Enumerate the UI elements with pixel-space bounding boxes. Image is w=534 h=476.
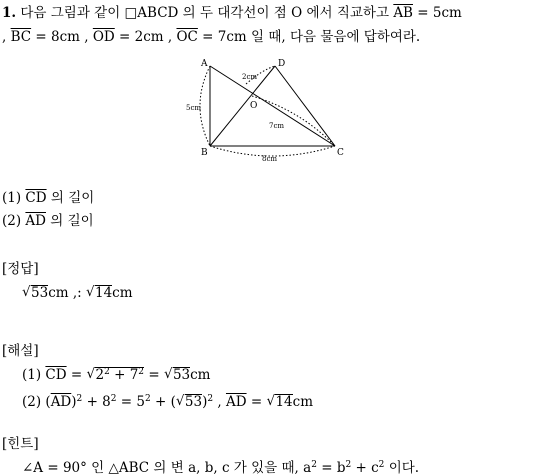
- radicand: 53: [31, 285, 49, 301]
- question-2: [2, 213, 94, 229]
- radicand: 14: [94, 285, 113, 301]
- sqrt-14: [266, 394, 292, 410]
- segment-ad: $\overline{AD}$: [225, 394, 247, 410]
- segment-bc-value: = 8cm ,: [31, 29, 93, 45]
- term: + (: [150, 394, 176, 410]
- segment-cd: $\overline{CD}$: [25, 190, 47, 206]
- explanation-line-1: [22, 367, 211, 383]
- radicand: 53: [184, 394, 203, 410]
- exponent: 2: [144, 394, 151, 404]
- term: + 8: [82, 394, 111, 410]
- label-a: A: [201, 59, 208, 69]
- arc-ab: [200, 66, 210, 146]
- exponent: 2: [378, 460, 385, 470]
- segment-bc: $\overline{BC}$: [10, 29, 32, 45]
- exponent: 2: [207, 394, 214, 404]
- answer-unit: cm: [112, 285, 133, 301]
- length-od: 2cm: [242, 73, 258, 81]
- explanation-line-2: [22, 394, 313, 410]
- segment-ab: $\overline{AB}$: [393, 5, 413, 21]
- term: = 5: [116, 394, 145, 410]
- question-text: 의 길이: [46, 213, 94, 229]
- problem-number: 1.: [2, 5, 17, 21]
- hint-header: [힌트]: [2, 436, 39, 452]
- question-number: (1): [2, 190, 26, 206]
- radicand: 14: [275, 394, 293, 410]
- hint-text: 이다.: [384, 460, 420, 476]
- radicand: [95, 367, 144, 382]
- label-d: D: [278, 59, 286, 69]
- question-number: (2): [2, 213, 26, 229]
- comma: ,: [2, 29, 11, 45]
- paren: ): [202, 394, 208, 410]
- segment-ad: $\overline{AD}$: [50, 394, 72, 410]
- comma: ,: [213, 394, 226, 410]
- label-c: C: [337, 148, 344, 158]
- answer-unit: cm ,:: [48, 285, 86, 301]
- segment-cd: $\overline{CD}$: [45, 367, 67, 383]
- length-ab: 5cm: [186, 104, 202, 112]
- sqrt-53: [164, 367, 190, 383]
- exponent: 2: [104, 367, 110, 377]
- length-bc: 8cm: [262, 155, 278, 163]
- term: + 7: [109, 367, 139, 383]
- diagonal-ac: [210, 66, 335, 146]
- hint-text: ∠A = 90° 인 △ABC 의 변 a, b, c 가 있을 때, a: [22, 460, 312, 476]
- segment-oc: $\overline{OC}$: [176, 29, 198, 45]
- sqrt-53: [22, 285, 48, 301]
- term: = b: [316, 460, 346, 476]
- segment-ad: $\overline{AD}$: [25, 213, 46, 229]
- sqrt-53: [176, 394, 202, 410]
- equals: =: [144, 367, 164, 383]
- exponent: 2: [345, 460, 352, 470]
- problem-text-1: 다음 그림과 같이 □ABCD 의 두 대각선이 점 O 에서 직교하고: [20, 5, 394, 21]
- segment-od-value: = 2cm ,: [114, 29, 177, 45]
- equals: =: [66, 367, 87, 383]
- label-b: B: [201, 148, 208, 158]
- radicand: 53: [172, 367, 191, 383]
- question-1: [2, 190, 94, 206]
- answer-line: [22, 285, 133, 301]
- exponent: 2: [110, 394, 117, 404]
- line-number: (2) (: [22, 394, 51, 410]
- answer-header: [정답]: [2, 261, 39, 277]
- base: 2: [95, 367, 105, 383]
- label-o: O: [250, 101, 258, 111]
- equals: =: [246, 394, 267, 410]
- segment-ab-value: = 5cm: [412, 5, 462, 21]
- segment-od: $\overline{OD}$: [92, 29, 115, 45]
- hint-line: [22, 460, 419, 476]
- exponent: 2: [76, 394, 83, 404]
- line-number: (1): [22, 367, 46, 383]
- side-cd: [275, 66, 335, 146]
- sqrt-sum: [86, 367, 144, 383]
- term: + c: [351, 460, 379, 476]
- exponent: 2: [138, 367, 145, 377]
- unit: cm: [292, 394, 314, 410]
- length-oc: 7cm: [269, 122, 285, 130]
- question-text: 의 길이: [46, 190, 95, 206]
- unit: cm: [190, 367, 211, 383]
- explanation-header: [해설]: [2, 343, 39, 359]
- sqrt-14: [86, 285, 112, 301]
- segment-oc-value: = 7cm 일 때, 다음 물음에 답하여라.: [197, 29, 421, 45]
- exponent: 2: [311, 460, 317, 470]
- paren: ): [71, 394, 77, 410]
